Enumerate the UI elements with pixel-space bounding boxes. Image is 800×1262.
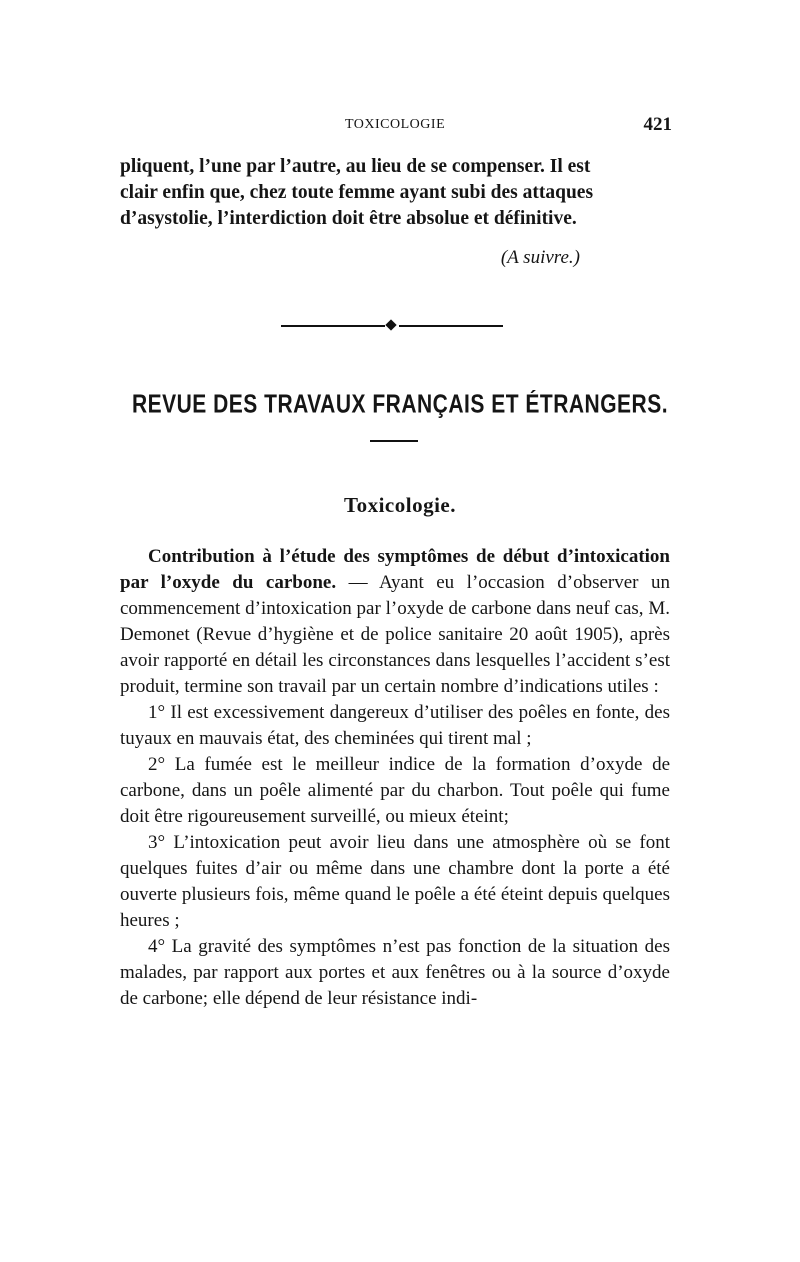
article-intro-line-5: dans lesquelles l’accident s’est produit, termine son travail par un xyxy=(120,650,671,697)
ornamental-divider xyxy=(281,320,503,332)
continuation-note: (A suivre.) xyxy=(500,247,580,268)
article-intro-line-6: certain nombre d’indications utiles : xyxy=(384,676,659,697)
article-body xyxy=(120,544,670,1012)
divider-diamond-icon xyxy=(385,319,396,330)
opening-paragraph xyxy=(120,154,670,232)
article-intro-line-1: — Ayant eu l’occasion d’observer xyxy=(348,572,639,593)
section-subheading: Toxicologie. xyxy=(344,493,456,517)
article-intro-line-3: neuf cas, M. Demonet (Revue d’hygiène et de police sanitaire xyxy=(120,598,671,645)
opening-line-3: d’asystolie, l’interdiction doit être absolue et définitive. xyxy=(120,208,577,229)
point-4: 4° La gravité des symptômes n’est pas fonction de la situation des malades, par rapport aux portes et aux fenêtres ou à la source d’oxyde de carbone; elle dépend de leur résistance indi- xyxy=(120,936,670,1009)
page-number: 421 xyxy=(643,114,672,135)
article-title: Contribution à l’étude des symptômes de début d’intoxication par l’oxyde du carbone. xyxy=(120,546,670,593)
point-3: 3° L’intoxication peut avoir lieu dans une atmosphère où se font quelques fuites d’air ou même dans une chambre dont la porte a été ouverte plusieurs fois, même quand le poêle a été éteint depuis quelques heures ; xyxy=(120,832,670,931)
divider-rule-right xyxy=(399,325,503,327)
heading-rule xyxy=(370,440,418,442)
point-2: 2° La fumée est le meilleur indice de la formation d’oxyde de carbone, dans un poêle alimenté par du charbon. Tout poêle qui fume doit être rigoureusement surveillé, ou mieux éteint; xyxy=(120,754,670,827)
point-1: 1° Il est excessivement dangereux d’utiliser des poêles en fonte, des tuyaux en mauvais état, des cheminées qui tirent mal ; xyxy=(120,702,670,749)
article-intro-line-2: un commencement d’intoxication par l’oxyde de carbone dans xyxy=(120,572,670,619)
divider-rule-left xyxy=(281,325,385,327)
article-intro xyxy=(120,544,670,700)
running-title: TOXICOLOGIE xyxy=(345,117,446,132)
article-intro-line-4: 20 août 1905), après avoir rapporté en détail les circonstances xyxy=(120,624,670,671)
opening-line-2: clair enfin que, chez toute femme ayant subi des attaques xyxy=(120,182,594,203)
running-head xyxy=(120,114,680,139)
opening-line-1: pliquent, l’une par l’autre, au lieu de se compenser. Il est xyxy=(120,156,591,177)
section-heading: REVUE DES TRAVAUX FRANÇAIS ET ÉTRANGERS. xyxy=(131,390,669,419)
